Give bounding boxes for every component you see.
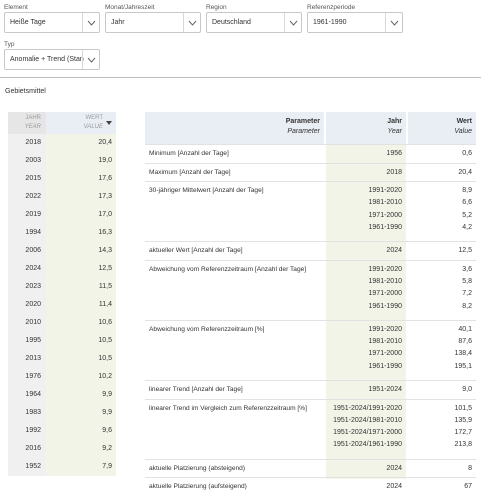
column-header-parameter-sublabel: Parameter (287, 128, 320, 135)
parameter-label: linearer Trend [Anzahl der Tage] (149, 386, 243, 394)
year-value: 2019 (25, 211, 41, 218)
year-value: 1981-2010 (368, 199, 402, 207)
year-value: 2024 (386, 464, 402, 472)
value-cell (408, 483, 476, 495)
chevron-down-icon (82, 13, 99, 32)
value-value: 0,6 (462, 150, 472, 157)
value-cell (46, 206, 116, 224)
type-select[interactable] (4, 49, 100, 70)
value-value: 16,3 (98, 229, 112, 236)
chevron-down-icon (385, 13, 402, 32)
year-cell (326, 441, 406, 453)
parameter-row (145, 477, 476, 496)
year-cell (8, 170, 46, 188)
type-select-value: Anomalie + Trend (Stan (10, 56, 84, 63)
column-header-wert-sublabel: VALUE (83, 124, 103, 130)
year-value: 1991-2020 (368, 187, 402, 194)
value-value: 20,4 (458, 168, 472, 176)
season-label: Monat/Jahreszeit (105, 4, 155, 11)
value-cell (46, 170, 116, 188)
year-cell (326, 386, 406, 398)
year-value: 1951-2024/1991-2020 (333, 404, 402, 412)
parameter-label: aktueller Wert [Anzahl der Tage] (149, 247, 243, 255)
value-value: 11,5 (98, 283, 112, 290)
value-cell (408, 278, 476, 290)
reference-select[interactable] (307, 12, 403, 33)
element-label: Element (4, 4, 28, 11)
value-value: 5,8 (462, 277, 472, 285)
value-value: 10,5 (98, 355, 112, 362)
value-cell (408, 386, 476, 398)
region-select[interactable] (206, 12, 302, 33)
value-value: 17,6 (98, 175, 112, 182)
parameter-label: aktuelle Platzierung (aufsteigend) (149, 483, 247, 491)
value-cell (46, 278, 116, 296)
chevron-down-icon (82, 50, 99, 69)
column-header-year-label: Jahr (387, 118, 402, 125)
table-row (8, 134, 116, 152)
year-cell (326, 483, 406, 495)
parameter-label: Maximum [Anzahl der Tage] (149, 168, 231, 176)
value-cell (408, 338, 476, 350)
table-row (8, 404, 116, 422)
value-cell (46, 350, 116, 368)
column-header-jahr-label: JAHR (25, 115, 41, 121)
parameter-row (145, 320, 476, 380)
value-value: 135,9 (454, 416, 472, 424)
year-cell (326, 169, 406, 181)
value-cell (408, 429, 476, 441)
year-value: 1994 (25, 229, 41, 236)
parameter-label: 30-jähriger Mittelwert [Anzahl der Tage] (149, 187, 264, 194)
year-value: 1964 (25, 391, 41, 398)
season-select[interactable] (105, 12, 201, 33)
value-cell (46, 422, 116, 440)
year-cell (8, 458, 46, 476)
value-cell (408, 290, 476, 302)
ranking-rows (8, 134, 116, 476)
table-row (8, 386, 116, 404)
parameter-label: Minimum [Anzahl der Tage] (149, 150, 229, 157)
reference-select-value: 1961-1990 (313, 19, 347, 26)
column-header-jahr[interactable] (8, 112, 46, 134)
value-cell (46, 386, 116, 404)
year-cell (8, 260, 46, 278)
table-row (8, 152, 116, 170)
ranking-header (8, 112, 116, 134)
value-cell (408, 199, 476, 211)
value-cell (408, 441, 476, 453)
column-header-value-label: Wert (456, 118, 472, 125)
value-value: 8 (468, 464, 472, 472)
reference-label: Referenzperiode (307, 4, 356, 11)
table-row (8, 440, 116, 458)
column-header-value[interactable] (408, 112, 476, 144)
value-cell (46, 314, 116, 332)
region-label: Region (206, 4, 227, 11)
table-row (8, 278, 116, 296)
year-value: 1981-2010 (368, 277, 402, 285)
year-cell (8, 242, 46, 260)
parameter-label: Abweichung vom Referenzzeitraum [Anzahl der Tage] (149, 265, 307, 273)
year-cell (326, 278, 406, 290)
year-value: 2020 (25, 301, 41, 308)
year-value: 1951-2024 (368, 386, 402, 394)
year-value: 2015 (25, 175, 41, 182)
value-value: 17,0 (98, 211, 112, 218)
year-cell (326, 150, 406, 162)
value-cell (46, 260, 116, 278)
region-select-value: Deutschland (212, 19, 251, 26)
year-value: 1971-2000 (368, 350, 402, 358)
value-value: 67 (464, 483, 472, 491)
year-cell (326, 429, 406, 441)
chevron-down-icon (284, 13, 301, 32)
column-header-wert[interactable] (46, 112, 116, 134)
value-value: 14,3 (98, 247, 112, 254)
year-value: 1983 (25, 409, 41, 416)
column-header-wert-label: WERT (85, 115, 103, 121)
value-cell (408, 247, 476, 259)
column-header-year-sublabel: Year (387, 128, 402, 135)
value-cell (46, 152, 116, 170)
parameter-row (145, 260, 476, 320)
year-value: 2010 (25, 319, 41, 326)
year-value: 2022 (25, 193, 41, 200)
year-value: 2023 (25, 283, 41, 290)
column-header-value-sublabel: Value (454, 128, 472, 135)
value-value: 87,6 (458, 338, 472, 346)
year-value: 1951-2024/1981-2010 (333, 416, 402, 424)
year-value: 2024 (386, 247, 402, 255)
year-value: 2018 (386, 168, 402, 176)
value-value: 172,7 (454, 429, 472, 437)
value-cell (46, 368, 116, 386)
value-cell (408, 187, 476, 199)
value-value: 8,2 (462, 302, 472, 310)
year-cell (326, 326, 406, 338)
element-select-value: Heiße Tage (10, 19, 46, 26)
year-cell (8, 314, 46, 332)
year-value: 1956 (386, 150, 402, 157)
year-value: 1971-2000 (368, 290, 402, 298)
year-value: 1961-1990 (368, 223, 402, 231)
year-cell (8, 296, 46, 314)
value-cell (408, 303, 476, 315)
season-select-value: Jahr (111, 19, 125, 26)
year-cell (8, 440, 46, 458)
table-row (8, 458, 116, 476)
year-cell (8, 350, 46, 368)
table-row (8, 260, 116, 278)
type-label: Typ (4, 41, 15, 48)
value-cell (46, 458, 116, 476)
year-value: 2018 (25, 139, 41, 146)
value-cell (408, 169, 476, 181)
year-cell (8, 152, 46, 170)
ranking-table (8, 112, 116, 479)
element-select[interactable] (4, 12, 100, 33)
value-cell (46, 296, 116, 314)
year-value: 1971-2000 (368, 211, 402, 219)
parameter-row (145, 144, 476, 163)
year-value: 1981-2010 (368, 338, 402, 346)
year-value: 2024 (25, 265, 41, 272)
value-value: 9,6 (102, 427, 112, 434)
year-cell (8, 404, 46, 422)
value-value: 12,5 (98, 265, 112, 272)
table-row (8, 206, 116, 224)
year-cell (326, 212, 406, 224)
year-cell (8, 188, 46, 206)
parameter-row (145, 380, 476, 399)
value-value: 195,1 (454, 362, 472, 370)
value-cell (408, 150, 476, 162)
year-cell (8, 224, 46, 242)
year-cell (326, 247, 406, 259)
chevron-down-icon (183, 13, 200, 32)
table-row (8, 296, 116, 314)
value-cell (408, 326, 476, 338)
table-row (8, 170, 116, 188)
value-value: 10,5 (98, 337, 112, 344)
year-cell (8, 134, 46, 152)
year-value: 2003 (25, 157, 41, 164)
value-cell (408, 417, 476, 429)
divider (0, 77, 481, 78)
year-value: 2016 (25, 445, 41, 452)
parameter-row (145, 181, 476, 241)
value-value: 4,2 (462, 223, 472, 231)
value-cell (46, 332, 116, 350)
value-cell (408, 465, 476, 477)
year-value: 2006 (25, 247, 41, 254)
year-cell (326, 266, 406, 278)
year-value: 1976 (25, 373, 41, 380)
value-cell (46, 224, 116, 242)
value-value: 7,2 (462, 290, 472, 298)
value-value: 12,5 (458, 247, 472, 255)
value-value: 9,9 (102, 409, 112, 416)
year-value: 1991-2020 (368, 325, 402, 333)
year-value: 2024 (386, 483, 402, 491)
value-cell (46, 440, 116, 458)
year-value: 1951-2024/1961-1990 (333, 441, 402, 449)
value-cell (408, 363, 476, 375)
year-value: 1995 (25, 337, 41, 344)
year-value: 1991-2020 (368, 265, 402, 273)
table-row (8, 242, 116, 260)
value-cell (46, 134, 116, 152)
value-value: 10,6 (98, 319, 112, 326)
year-cell (8, 278, 46, 296)
year-cell (326, 417, 406, 429)
year-value: 1961-1990 (368, 302, 402, 310)
year-value: 2013 (25, 355, 41, 362)
value-cell (408, 212, 476, 224)
year-value: 1952 (25, 463, 41, 470)
value-value: 101,5 (454, 404, 472, 412)
value-cell (46, 404, 116, 422)
year-value: 1951-2024/1971-2000 (333, 429, 402, 437)
value-value: 9,9 (102, 391, 112, 398)
value-cell (408, 405, 476, 417)
column-header-year[interactable] (326, 112, 406, 144)
value-value: 6,6 (462, 199, 472, 207)
table-row (8, 422, 116, 440)
value-value: 138,4 (454, 350, 472, 358)
value-cell (408, 350, 476, 362)
parameter-label: Abweichung vom Referenzzeitraum [%] (149, 325, 265, 333)
value-value: 17,3 (98, 193, 112, 200)
year-value: 1961-1990 (368, 362, 402, 370)
section-title: Gebietsmittel (5, 88, 46, 95)
table-row (8, 188, 116, 206)
parameter-label: aktuelle Platzierung (absteigend) (149, 464, 246, 472)
sort-descending-icon (106, 121, 112, 126)
value-value: 8,9 (462, 187, 472, 194)
parameter-label: linearer Trend im Vergleich zum Referenzzeitraum [%] (149, 404, 307, 412)
parameter-table (145, 112, 476, 491)
table-row (8, 314, 116, 332)
table-row (8, 224, 116, 242)
year-cell (326, 338, 406, 350)
year-cell (326, 199, 406, 211)
year-cell (326, 363, 406, 375)
year-cell (326, 465, 406, 477)
value-cell (46, 242, 116, 260)
year-cell (8, 422, 46, 440)
value-value: 10,2 (98, 373, 112, 380)
value-cell (408, 224, 476, 236)
table-row (8, 350, 116, 368)
table-row (8, 332, 116, 350)
year-cell (8, 386, 46, 404)
value-value: 3,6 (462, 265, 472, 273)
value-value: 9,2 (102, 445, 112, 452)
year-cell (8, 368, 46, 386)
value-value: 5,2 (462, 211, 472, 219)
value-value: 40,1 (458, 325, 472, 333)
value-value: 19,0 (98, 157, 112, 164)
column-header-parameter[interactable] (145, 112, 324, 144)
value-value: 213,8 (454, 441, 472, 449)
parameter-row (145, 241, 476, 260)
year-cell (326, 350, 406, 362)
parameter-row (145, 163, 476, 182)
year-cell (326, 290, 406, 302)
year-cell (8, 332, 46, 350)
value-cell (408, 266, 476, 278)
value-value: 9,0 (462, 386, 472, 394)
value-value: 20,4 (98, 139, 112, 146)
year-value: 1992 (25, 427, 41, 434)
value-value: 11,4 (98, 301, 112, 308)
column-header-jahr-sublabel: YEAR (24, 124, 41, 130)
year-cell (8, 206, 46, 224)
year-cell (326, 405, 406, 417)
year-cell (326, 187, 406, 199)
year-cell (326, 224, 406, 236)
parameter-row (145, 399, 476, 459)
value-value: 7,9 (102, 463, 112, 470)
value-cell (46, 188, 116, 206)
table-row (8, 368, 116, 386)
year-cell (326, 303, 406, 315)
parameter-row (145, 459, 476, 478)
column-header-parameter-label: Parameter (285, 118, 320, 125)
